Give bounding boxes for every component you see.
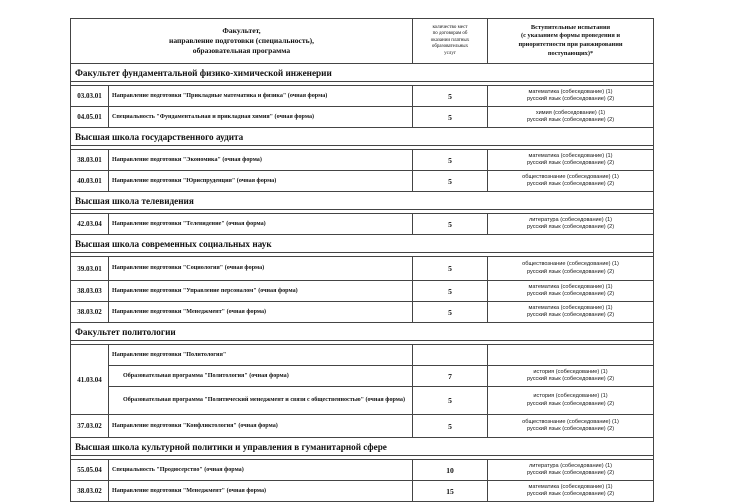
exam-line: русский язык (собеседование) (2): [526, 268, 615, 275]
count-cell: 10: [413, 460, 488, 481]
table-row: [71, 302, 654, 323]
exams-cell: [488, 387, 654, 415]
count-cell: 15: [413, 481, 488, 502]
exam-line: история (собеседование) (1): [533, 393, 608, 400]
code-cell: 37.03.02: [71, 415, 109, 438]
exam-line: русский язык (собеседование) (2): [526, 400, 615, 407]
program-name-cell: Специальность "Продюсерство" (очная форма): [109, 460, 413, 481]
exam-line: математика (собеседование) (1): [528, 152, 613, 159]
section-row: [71, 438, 654, 456]
table-row: [71, 345, 654, 366]
header-text: поступающих)*: [547, 49, 594, 57]
count-cell: 5: [413, 281, 488, 302]
exam-line: русский язык (собеседование) (2): [526, 291, 615, 297]
count-cell: 5: [413, 214, 488, 235]
section-title: Высшая школа государственного аудита: [71, 128, 654, 146]
program-name-cell: Образовательная программа "Политология" (очная форма): [109, 366, 413, 387]
count-cell: 5: [413, 302, 488, 323]
program-name-cell: Направление подготовки "Социология" (очная форма): [109, 257, 413, 281]
exam-line: математика (собеседование) (1): [528, 88, 613, 95]
count-cell: 7: [413, 366, 488, 387]
exams-cell: [488, 107, 654, 128]
exams-cell: [488, 150, 654, 171]
code-cell: 03.03.01: [71, 86, 109, 107]
table-row: [71, 366, 654, 387]
exam-line: русский язык (собеседование) (2): [526, 491, 615, 497]
section-row: [71, 323, 654, 341]
admission-document: [70, 18, 653, 502]
section-title: Высшая школа современных социальных наук: [71, 235, 654, 253]
exam-line: литература (собеседование) (1): [528, 462, 613, 469]
exams-cell: [488, 366, 654, 387]
header-text: приоритетности при ранжировании: [518, 41, 623, 48]
header-text: по договорам об: [432, 31, 468, 37]
section-title: Высшая школа культурной политики и управления в гуманитарной сфере: [71, 438, 654, 456]
table-row: [71, 107, 654, 128]
header-text: образовательных: [431, 44, 469, 50]
exam-line: русский язык (собеседование) (2): [526, 181, 615, 187]
exam-line: химия (собеседование) (1): [535, 109, 606, 116]
exam-line: русский язык (собеседование) (2): [526, 376, 615, 382]
header-text: количество мест: [432, 24, 468, 30]
program-name-cell: Направление подготовки "Юриспруденция" (очная форма): [109, 171, 413, 192]
program-name-cell: Направление подготовки "Экономика" (очная форма): [109, 150, 413, 171]
code-cell: 38.03.02: [71, 481, 109, 502]
program-name-cell: Направление подготовки "Телевидение" (очная форма): [109, 214, 413, 235]
exam-line: история (собеседование) (1): [533, 368, 608, 375]
program-name-cell: Специальность "Фундаментальная и прикладная химия" (очная форма): [109, 107, 413, 128]
exam-line: математика (собеседование) (1): [528, 483, 613, 490]
program-name-cell: Направление подготовки "Прикладные математика и физика" (очная форма): [109, 86, 413, 107]
program-name-cell: Образовательная программа "Политический менеджмент и связи с общественностью" (очная форма): [109, 387, 413, 415]
exam-line: литература (собеседование) (1): [528, 216, 613, 223]
exam-line: русский язык (собеседование) (2): [526, 470, 615, 476]
code-cell: 40.03.01: [71, 171, 109, 192]
exam-line: математика (собеседование) (1): [528, 283, 613, 290]
table-row: [71, 214, 654, 235]
program-name-cell: Направление подготовки "Управление персоналом" (очная форма): [109, 281, 413, 302]
code-cell: 41.03.04: [71, 345, 109, 415]
header-text: оказании платных: [430, 37, 470, 43]
exam-line: обществознание (собеседование) (1): [522, 173, 619, 180]
header-text: (с указанием формы проведения и: [520, 32, 621, 40]
exams-cell: [488, 214, 654, 235]
exam-line: обществознание (собеседование) (1): [522, 261, 619, 268]
section-row: [71, 64, 654, 82]
table-row: [71, 171, 654, 192]
table-row: [71, 387, 654, 415]
table-row: [71, 281, 654, 302]
program-name-cell: Направление подготовки "Менеджмент" (очная форма): [109, 481, 413, 502]
section-row: [71, 128, 654, 146]
header-text: направление подготовки (специальность),: [168, 36, 315, 45]
exams-cell: [488, 345, 654, 366]
exam-line: русский язык (собеседование) (2): [526, 96, 615, 102]
code-cell: 38.03.03: [71, 281, 109, 302]
exam-line: русский язык (собеседование) (2): [526, 426, 615, 432]
table-header-row: [71, 19, 654, 64]
table-row: [71, 86, 654, 107]
section-row: [71, 235, 654, 253]
code-cell: 04.05.01: [71, 107, 109, 128]
code-cell: 39.03.01: [71, 257, 109, 281]
exams-cell: [488, 281, 654, 302]
header-text: Факультет,: [222, 26, 261, 35]
exams-cell: [488, 481, 654, 502]
table-row: [71, 257, 654, 281]
exams-cell: [488, 302, 654, 323]
section-title: Факультет политологии: [71, 323, 654, 341]
count-cell: 5: [413, 257, 488, 281]
section-title: Факультет фундаментальной физико-химической инженерии: [71, 64, 654, 82]
count-cell: 5: [413, 171, 488, 192]
table-row: [71, 460, 654, 481]
code-cell: 38.03.02: [71, 302, 109, 323]
section-row: [71, 192, 654, 210]
exams-cell: [488, 415, 654, 438]
code-cell: 38.03.01: [71, 150, 109, 171]
count-cell: 5: [413, 387, 488, 415]
section-title: Высшая школа телевидения: [71, 192, 654, 210]
code-cell: 42.03.04: [71, 214, 109, 235]
header-text: Вступительные испытания: [530, 23, 611, 31]
program-name-cell: Направление подготовки "Политология": [109, 345, 413, 366]
table-row: [71, 150, 654, 171]
count-cell: 5: [413, 107, 488, 128]
count-cell: [413, 345, 488, 366]
exam-line: математика (собеседование) (1): [528, 304, 613, 311]
exam-line: русский язык (собеседование) (2): [526, 117, 615, 123]
exams-cell: [488, 171, 654, 192]
code-cell: 55.05.04: [71, 460, 109, 481]
table-row: [71, 481, 654, 502]
exams-cell: [488, 86, 654, 107]
program-name-cell: Направление подготовки "Менеджмент" (очная форма): [109, 302, 413, 323]
table-row: [71, 415, 654, 438]
count-cell: 5: [413, 150, 488, 171]
header-exams-cell: [488, 19, 654, 64]
exam-line: русский язык (собеседование) (2): [526, 312, 615, 318]
program-name-cell: Направление подготовки "Конфликтология" (очная форма): [109, 415, 413, 438]
exam-line: русский язык (собеседование) (2): [526, 224, 615, 230]
exams-cell: [488, 257, 654, 281]
admission-table: [70, 18, 654, 502]
exams-cell: [488, 460, 654, 481]
header-count-cell: [413, 19, 488, 64]
exam-line: русский язык (собеседование) (2): [526, 160, 615, 166]
count-cell: 5: [413, 415, 488, 438]
header-program-cell: [71, 19, 413, 64]
exam-line: обществознание (собеседование) (1): [522, 418, 619, 425]
header-text: услуг: [444, 50, 456, 56]
count-cell: 5: [413, 86, 488, 107]
header-text: образовательная программа: [192, 46, 291, 55]
